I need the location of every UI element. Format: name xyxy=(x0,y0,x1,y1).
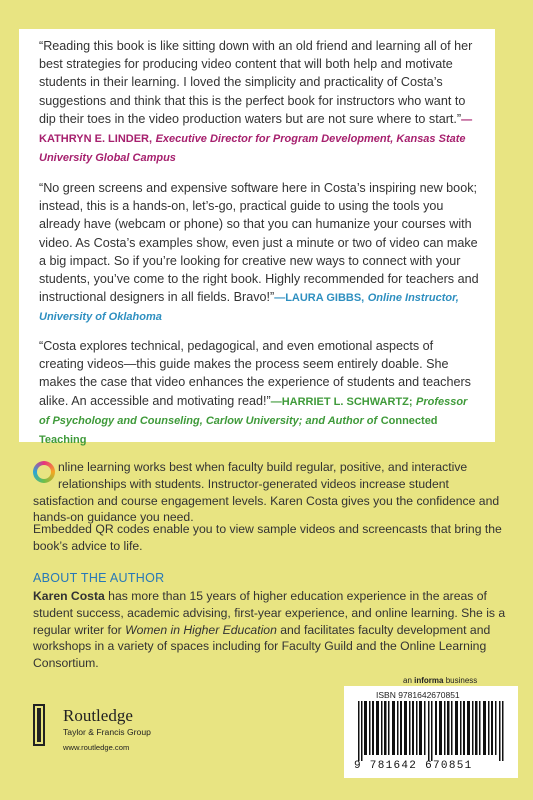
qr-code-note: Embedded QR codes enable you to view sample videos and screencasts that bring the book’s advice to life. xyxy=(33,522,502,553)
informa-prefix: an xyxy=(403,676,415,685)
routledge-logo-icon xyxy=(33,704,45,746)
testimonial-2-author: —LAURA GIBBS, xyxy=(274,292,365,305)
testimonial-1-text: “Reading this book is like sitting down with an old friend and learning all of her best strategies for producing video content that will both help and motivate students in their learning. I loved the simplicity and practicality of Costa’s suggestions and think that this is the perfect book for instructors who want to dip their toes in the video production waters but are not sure where to start.” xyxy=(39,39,473,126)
about-author-heading: ABOUT THE AUTHOR xyxy=(33,571,165,585)
testimonial-1-role: Executive Director for Program Development, Kansas State University Global Campus xyxy=(39,133,466,165)
o-ring-icon xyxy=(33,461,55,483)
publisher-url[interactable]: www.routledge.com xyxy=(63,743,130,752)
testimonial-3-book: Connected Teaching xyxy=(39,414,438,447)
testimonial-3-role: Professor of Psychology and Counseling, Carlow University; and Author of xyxy=(39,395,468,427)
isbn-label: ISBN 9781642670851 xyxy=(376,690,460,700)
testimonial-3-author: —HARRIET L. SCHWARTZ; xyxy=(270,395,413,408)
informa-suffix: business xyxy=(443,676,478,685)
author-bio-part-1: has more than 15 years of higher education experience in the areas of student success, academic advising, first-year experience, and online learning. She is a regular writer for xyxy=(33,589,506,637)
book-description xyxy=(33,459,511,526)
testimonial-3-text: “Costa explores technical, pedagogical, and even emotional aspects of creating videos—this guide makes the process seem entirely doable. She makes the case that video enhances the experience of students and teachers alike. An accessible and motivating read!” xyxy=(39,339,471,408)
testimonial-3 xyxy=(39,337,479,449)
testimonial-2 xyxy=(39,179,479,327)
isbn-barcode xyxy=(344,686,518,778)
author-name: Karen Costa xyxy=(33,589,105,603)
testimonial-2-role: Online Instructor, University of Oklahoma xyxy=(39,292,459,324)
informa-business-label xyxy=(403,676,477,685)
about-author-text xyxy=(33,588,511,672)
book-description-text: nline learning works best when faculty build regular, positive, and interactive relationships with students. Instructor-generated videos increase student satisfaction and course engagement levels. Karen Costa gives you the confidence and hands-on guidance you need. xyxy=(33,460,500,525)
testimonial-2-text: “No green screens and expensive software here in Costa’s inspiring new book; instead, this is a hands-on, let’s-go, practical guide to using the tools you already have (webcam or phone) so that you can humanize your courses with video. As Costa’s examples show, even just a minute or two of video can make a big impact. So if you’re looking for creative new ways to connect with your students, you’ve come to the right book. Highly recommended for teachers and instructional designers in all fields. Bravo!” xyxy=(39,181,479,305)
isbn-digits: 9 781642 670851 xyxy=(354,760,473,772)
testimonials-panel xyxy=(19,29,495,447)
testimonial-1-author: —KATHRYN E. LINDER, xyxy=(39,113,473,146)
author-bio-part-2: and facilitates faculty development and workshops in a variety of spaces including for Faculty Guild and the Online Learning Consortium. xyxy=(33,622,491,671)
publisher-group: Taylor & Francis Group xyxy=(63,727,151,737)
publisher-name: Routledge xyxy=(63,706,133,725)
informa-brand: informa xyxy=(414,676,444,685)
barcode-icon xyxy=(358,701,506,761)
testimonial-1 xyxy=(39,37,479,167)
publication-title: Women in Higher Education xyxy=(125,622,277,637)
